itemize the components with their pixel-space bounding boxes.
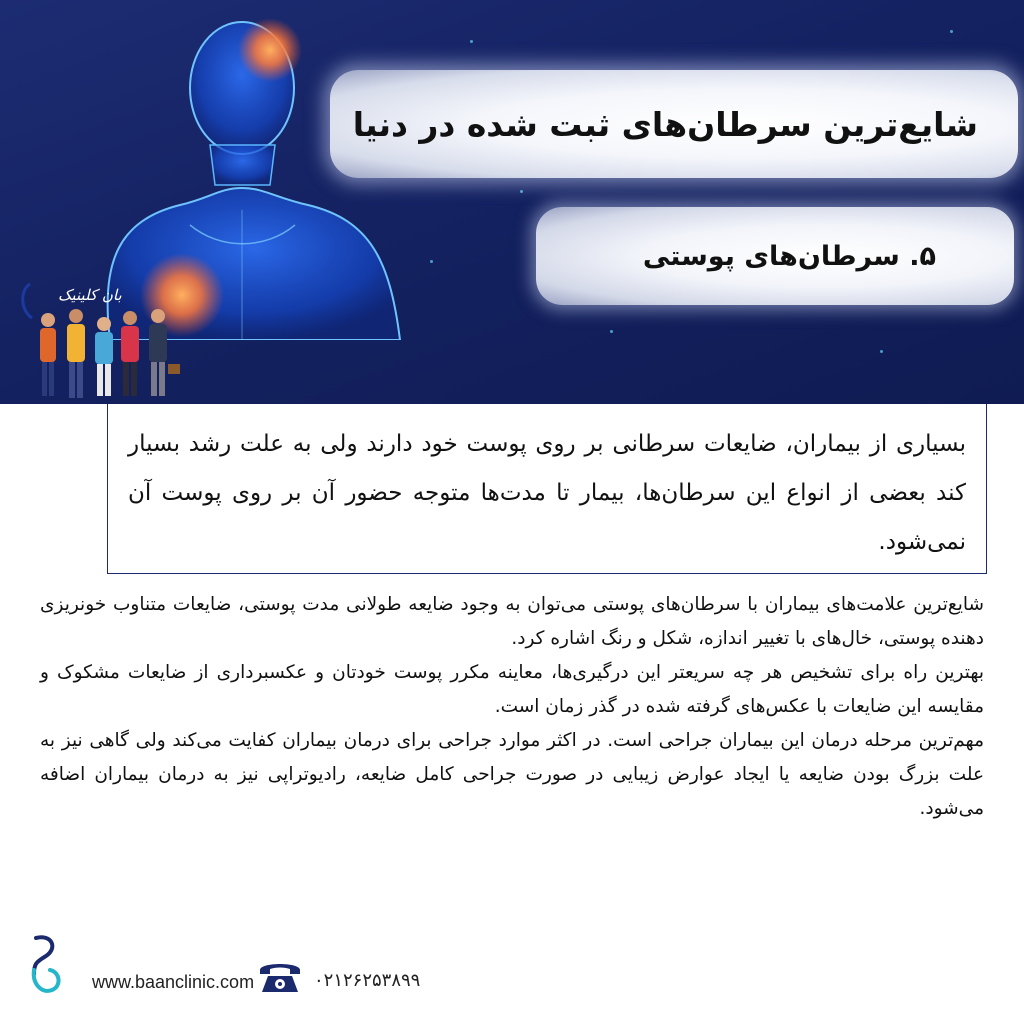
paragraph-treatment: مهم‌ترین مرحله درمان این بیماران جراحی است. در اکثر موارد جراحی برای درمان بیماران کفایت می‌کند ولی گاهی نیز به علت بزرگ بودن ضایعه یا ایجاد عوارض زیبایی در صورت جراحی کامل ضایعه، رادیوتراپی نیز به درمان بیماران اضافه می‌شود. <box>40 730 984 819</box>
intro-box <box>107 404 987 574</box>
sparkle <box>880 350 883 353</box>
footer <box>24 934 484 1004</box>
brand-signature: بان کلینیک <box>58 286 122 304</box>
page-title: شایع‌ترین سرطان‌های ثبت شده در دنیا <box>352 104 978 144</box>
sparkle <box>520 190 523 193</box>
website-link[interactable]: www.baanclinic.com <box>92 972 255 992</box>
subtitle-pill <box>536 207 1014 305</box>
sparkle <box>470 40 473 43</box>
intro-text: بسیاری از بیماران، ضایعات سرطانی بر روی پوست خود دارند ولی به علت رشد بسیار کند بعضی از انواع این سرطان‌ها، بیمار تا مدت‌ها متوجه حضور آن بر روی پوست آن نمی‌شود. <box>128 431 966 555</box>
sparkle <box>430 260 433 263</box>
sparkle <box>950 30 953 33</box>
article-body <box>40 588 984 826</box>
sparkle <box>610 330 613 333</box>
paragraph-diagnosis: بهترین راه برای تشخیص هر چه سریعتر این درگیری‌ها، معاینه مکرر پوست خودتان و عکسبرداری از ضایعات مشکوک و مقایسه این ضایعات با عکس‌های گرفته شده در گذر زمان است. <box>40 662 984 717</box>
paragraph-symptoms: شایع‌ترین علامت‌های بیماران با سرطان‌های پوستی می‌توان به وجود ضایعه طولانی مدت پوستی، ضایعات متناوب خونریزی دهنده پوستی، خال‌های با تغییر اندازه، شکل و رنگ اشاره کرد. <box>40 594 984 649</box>
baan-logo-icon <box>28 934 66 996</box>
header-banner <box>0 0 1024 404</box>
phone-number[interactable]: ۰۲۱۲۶۲۵۳۸۹۹ <box>314 970 421 991</box>
section-title: ۵. سرطان‌های پوستی <box>642 240 936 272</box>
telephone-icon <box>258 956 302 996</box>
title-pill <box>330 70 1018 178</box>
